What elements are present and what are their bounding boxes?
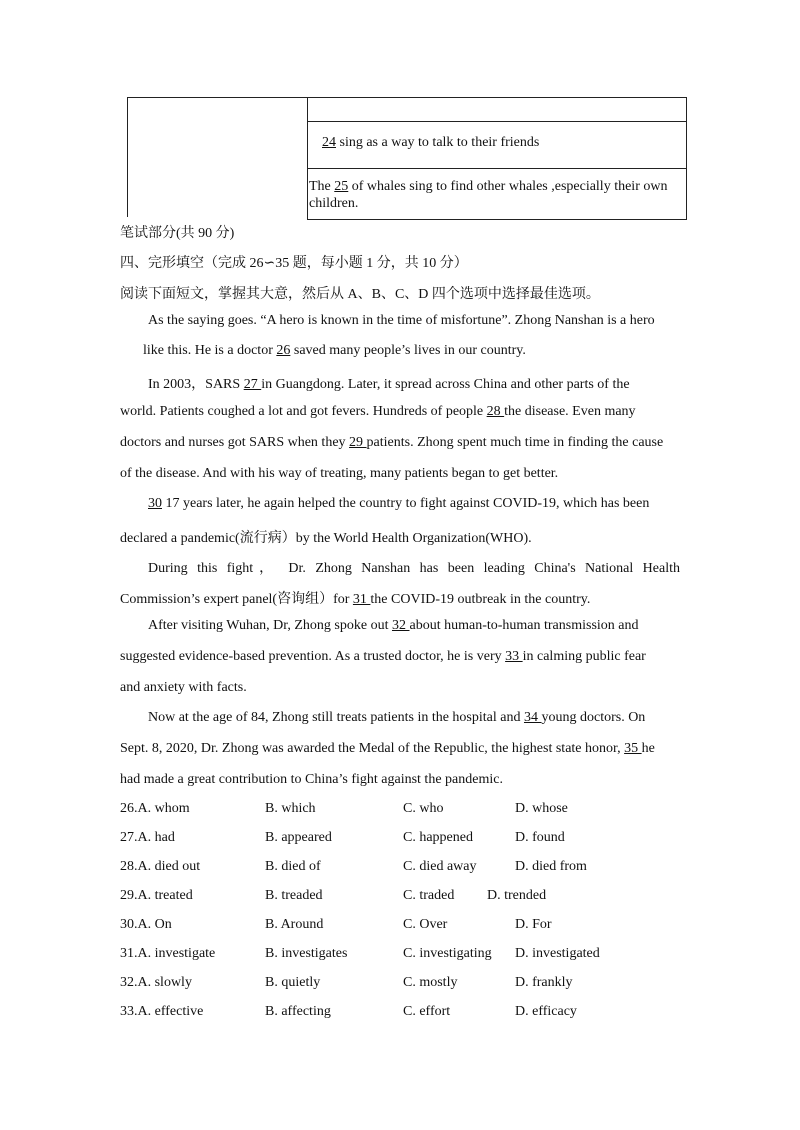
passage-line-9: During this fight， Dr. Zhong Nanshan has been leading China's National Health	[148, 561, 680, 576]
blank-26: 26	[276, 343, 291, 358]
option-27-c: C. happened	[403, 830, 473, 845]
passage-line-6	[120, 466, 680, 482]
passage-line-15	[120, 741, 680, 757]
passage-line-14	[148, 710, 708, 726]
text: the disease. Even many	[504, 404, 636, 419]
option-30-c: C. Over	[403, 917, 448, 932]
option-31-c: C. investigating	[403, 946, 492, 961]
option-28-c: C. died away	[403, 859, 477, 874]
text: Sept. 8, 2020, Dr. Zhong was awarded the Medal of the Republic, the highest state honor,	[120, 741, 625, 756]
section-title: 笔试部分(共 90 分)	[120, 226, 235, 241]
text: world. Patients coughed a lot and got fevers. Hundreds of people	[120, 404, 487, 419]
option-31-d: D. investigated	[515, 946, 600, 961]
passage-line-5	[120, 435, 680, 451]
option-31-a: 31.A. investigate	[120, 946, 216, 961]
passage-line-3	[148, 373, 680, 393]
passage-line-11	[148, 618, 708, 634]
table-cell-24-content: sing as a way to talk to their friends	[336, 135, 540, 150]
instructions: 阅读下面短文，掌握其大意，然后从 A、B、C、D 四个选项中选择最佳选项。	[120, 287, 600, 302]
text: saved many people’s lives in our country.	[290, 343, 526, 358]
option-32-c: C. mostly	[403, 975, 458, 990]
option-29-d: D. trended	[487, 888, 547, 903]
passage-line-16: had made a great contribution to China’s fight against the pandemic.	[120, 772, 503, 787]
table-cell-empty	[307, 97, 687, 122]
passage-line-13: and anxiety with facts.	[120, 680, 247, 695]
passage-line-4	[120, 404, 680, 420]
text: suggested evidence-based prevention. As a trusted doctor, he is very	[120, 649, 506, 664]
text: In 2003，SARS	[148, 377, 244, 392]
table-cell-25	[307, 169, 687, 220]
text: he	[641, 741, 655, 756]
passage-line-7	[148, 496, 708, 512]
option-33-d: D. efficacy	[515, 1004, 577, 1019]
option-29-b: B. treaded	[265, 888, 323, 903]
text: patients. Zhong spent much time in finding the cause	[366, 435, 664, 450]
option-32-b: B. quietly	[265, 975, 321, 990]
text: the COVID-19 outbreak in the country.	[370, 592, 591, 607]
option-28-b: B. died of	[265, 859, 321, 874]
text: of the disease. And with his way of treating	[120, 466, 364, 481]
text: like this. He is a doctor	[143, 343, 277, 358]
option-28-d: D. died from	[515, 859, 587, 874]
table-cell-24-text	[322, 134, 539, 151]
table-cell-24	[307, 122, 687, 169]
option-31-b: B. investigates	[265, 946, 348, 961]
option-30-a: 30.A. On	[120, 917, 172, 932]
option-32-d: D. frankly	[515, 975, 573, 990]
text: in Guangdong. Later, it spread across China and other parts of the	[261, 377, 630, 392]
passage-line-8: declared a pandemic(流行病）by the World Health Organization(WHO).	[120, 531, 532, 546]
blank-31: 31	[352, 592, 371, 607]
text: Now at the age of 84, Zhong still treats patients in the hospital and	[148, 710, 524, 725]
blank-29: 29	[349, 435, 367, 450]
section-four-heading: 四、完形填空（完成 26∽35 题，每小题 1 分，共 10 分）	[120, 256, 468, 271]
text: doctors and nurses got SARS when they	[120, 435, 350, 450]
blank-32: 32	[391, 618, 410, 633]
blank-25: 25	[334, 179, 349, 194]
blank-30: 30	[148, 496, 162, 511]
option-28-a: 28.A. died out	[120, 859, 201, 874]
option-26-b: B. which	[265, 801, 316, 816]
blank-33: 33	[505, 649, 523, 664]
passage-line-10	[120, 588, 680, 608]
passage-line-12	[120, 649, 680, 665]
blank-27: 27	[243, 377, 262, 392]
option-27-a: 27.A. had	[120, 830, 175, 845]
option-26-c: C. who	[403, 801, 444, 816]
text: 17 years later, he again helped the country to fight against COVID-19, which has been	[162, 496, 650, 511]
option-30-d: D. For	[515, 917, 552, 932]
passage-line-2	[143, 343, 703, 359]
blank-24: 24	[322, 135, 336, 150]
text: about human-to-human transmission and	[409, 618, 639, 633]
blank-35: 35	[624, 741, 642, 756]
option-32-a: 32.A. slowly	[120, 975, 192, 990]
option-33-c: C. effort	[403, 1004, 451, 1019]
option-29-a: 29.A. treated	[120, 888, 193, 903]
option-33-b: B. affecting	[265, 1004, 331, 1019]
table-cell-25-text	[309, 178, 685, 212]
option-26-a: 26.A. whom	[120, 801, 190, 816]
blank-34: 34	[523, 710, 542, 725]
option-27-b: B. appeared	[265, 830, 332, 845]
table-cell-25-pre: The	[309, 179, 335, 194]
text: young doctors. On	[541, 710, 646, 725]
table-left-border	[127, 97, 128, 217]
option-33-a: 33.A. effective	[120, 1004, 204, 1019]
blank-28: 28	[486, 404, 505, 419]
text: , many patients began to get better.	[363, 466, 559, 481]
option-26-d: D. whose	[515, 801, 568, 816]
table-cell-25-content: of whales sing to find other whales ,especially their own children.	[309, 179, 668, 211]
text: After visiting Wuhan, Dr, Zhong spoke out	[148, 618, 392, 633]
option-29-c: C. traded	[403, 888, 455, 903]
text: in calming public fear	[522, 649, 646, 664]
option-27-d: D. found	[515, 830, 565, 845]
passage-line-1: As the saying goes. “A hero is known in the time of misfortune”. Zhong Nanshan is a hero	[148, 313, 655, 328]
option-30-b: B. Around	[265, 917, 324, 932]
text: Commission’s expert panel(咨询组）for	[120, 592, 353, 607]
